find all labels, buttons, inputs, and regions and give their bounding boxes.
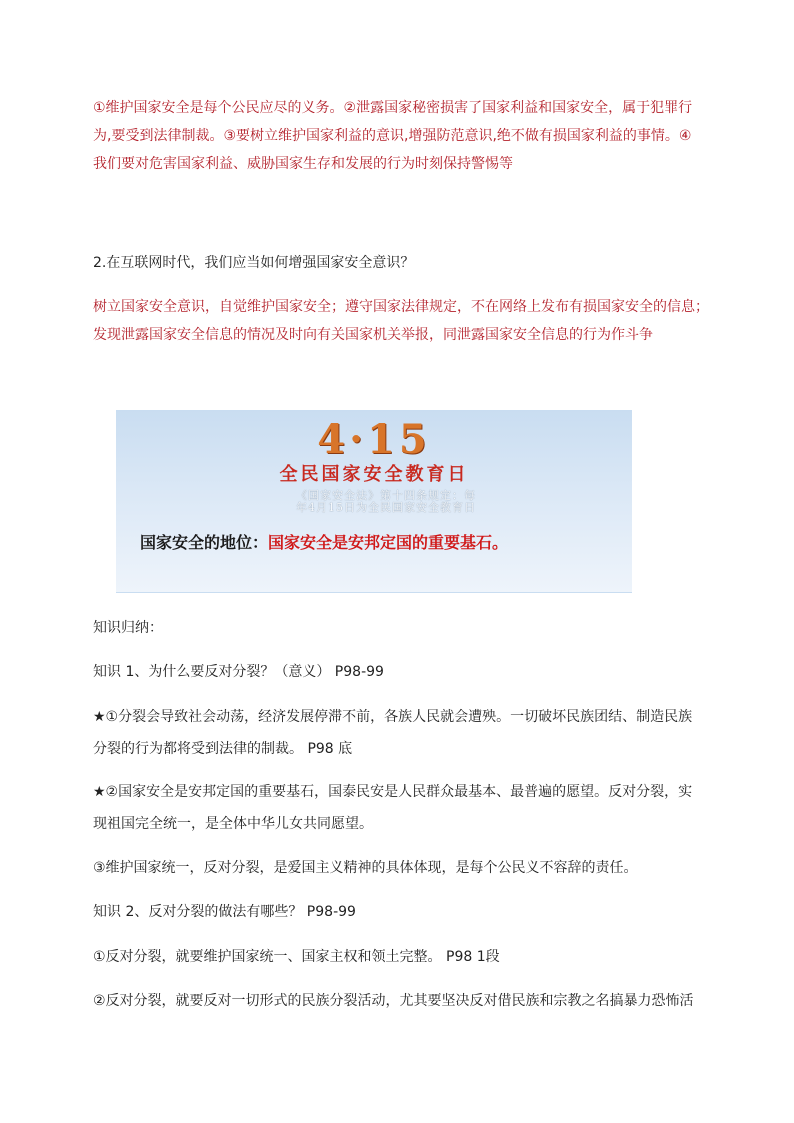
answer-1-line-2: 为,要受到法律制裁。③要树立维护国家利益的意识,增强防范意识,绝不做有损国家利益的事情。④ (93, 128, 692, 144)
poster-status-label: 国家安全的地位： (140, 533, 269, 552)
knowledge-1-title: 知识 1、为什么要反对分裂？（意义） P98-99 (93, 664, 384, 680)
knowledge-1-point-2 (93, 778, 703, 838)
poster-law-text (296, 490, 626, 514)
knowledge-1-point-1-line-2: 分裂的行为都将受到法律的制裁。 P98 底 (93, 741, 353, 757)
poster-date: 4·15 (317, 416, 431, 463)
knowledge-1-point-1 (93, 703, 703, 763)
poster-law-line-1: 《国家安全法》第十四条规定：每 (296, 489, 476, 502)
knowledge-2-point-1: ①反对分裂，就要维护国家统一、国家主权和领土完整。 P98 1段 (93, 949, 500, 965)
answer-2-line-2: 发现泄露国家安全信息的情况及时向有关国家机关举报，同泄露国家安全信息的行为作斗争 (93, 327, 653, 343)
national-security-day-poster (116, 410, 632, 593)
question-2: 2.在互联网时代，我们应当如何增强国家安全意识？ (93, 255, 415, 271)
answer-1 (93, 94, 703, 178)
poster-status-value: 国家安全是安邦定国的重要基石。 (268, 533, 509, 552)
answer-1-line-1: ①维护国家安全是每个公民应尽的义务。②泄露国家秘密损害了国家利益和国家安全，属于犯罪行 (93, 100, 693, 116)
summary-heading: 知识归纳： (93, 620, 163, 636)
poster-status (140, 530, 508, 553)
knowledge-1-point-1-line-1: ★①分裂会导致社会动荡，经济发展停滞不前，各族人民就会遭殃。一切破坏民族团结、制造民族 (93, 709, 693, 725)
knowledge-2-title: 知识 2、反对分裂的做法有哪些？ P98-99 (93, 904, 356, 920)
knowledge-1-point-2-line-2: 现祖国完全统一，是全体中华儿女共同愿望。 (93, 816, 373, 832)
knowledge-1-point-2-line-1: ★②国家安全是安邦定国的重要基石，国泰民安是人民群众最基本、最普遍的愿望。反对分裂，实 (93, 784, 693, 800)
answer-2-line-1: 树立国家安全意识，自觉维护国家安全；遵守国家法律规定，不在网络上发布有损国家安全的信息； (93, 299, 709, 315)
poster-title: 全民国家安全教育日 (279, 464, 469, 485)
poster-bottom-edge (116, 592, 632, 593)
knowledge-1-point-3: ③维护国家统一，反对分裂，是爱国主义精神的具体体现，是每个公民义不容辞的责任。 (93, 860, 638, 876)
knowledge-2-point-2: ②反对分裂，就要反对一切形式的民族分裂活动，尤其要坚决反对借民族和宗教之名搞暴力恐怖活 (93, 993, 694, 1009)
poster-law-line-2: 年4月15日为全民国家安全教育日 (296, 501, 476, 514)
answer-1-line-3: 我们要对危害国家利益、威胁国家生存和发展的行为时刻保持警惕等 (93, 156, 513, 172)
answer-2 (93, 293, 709, 349)
